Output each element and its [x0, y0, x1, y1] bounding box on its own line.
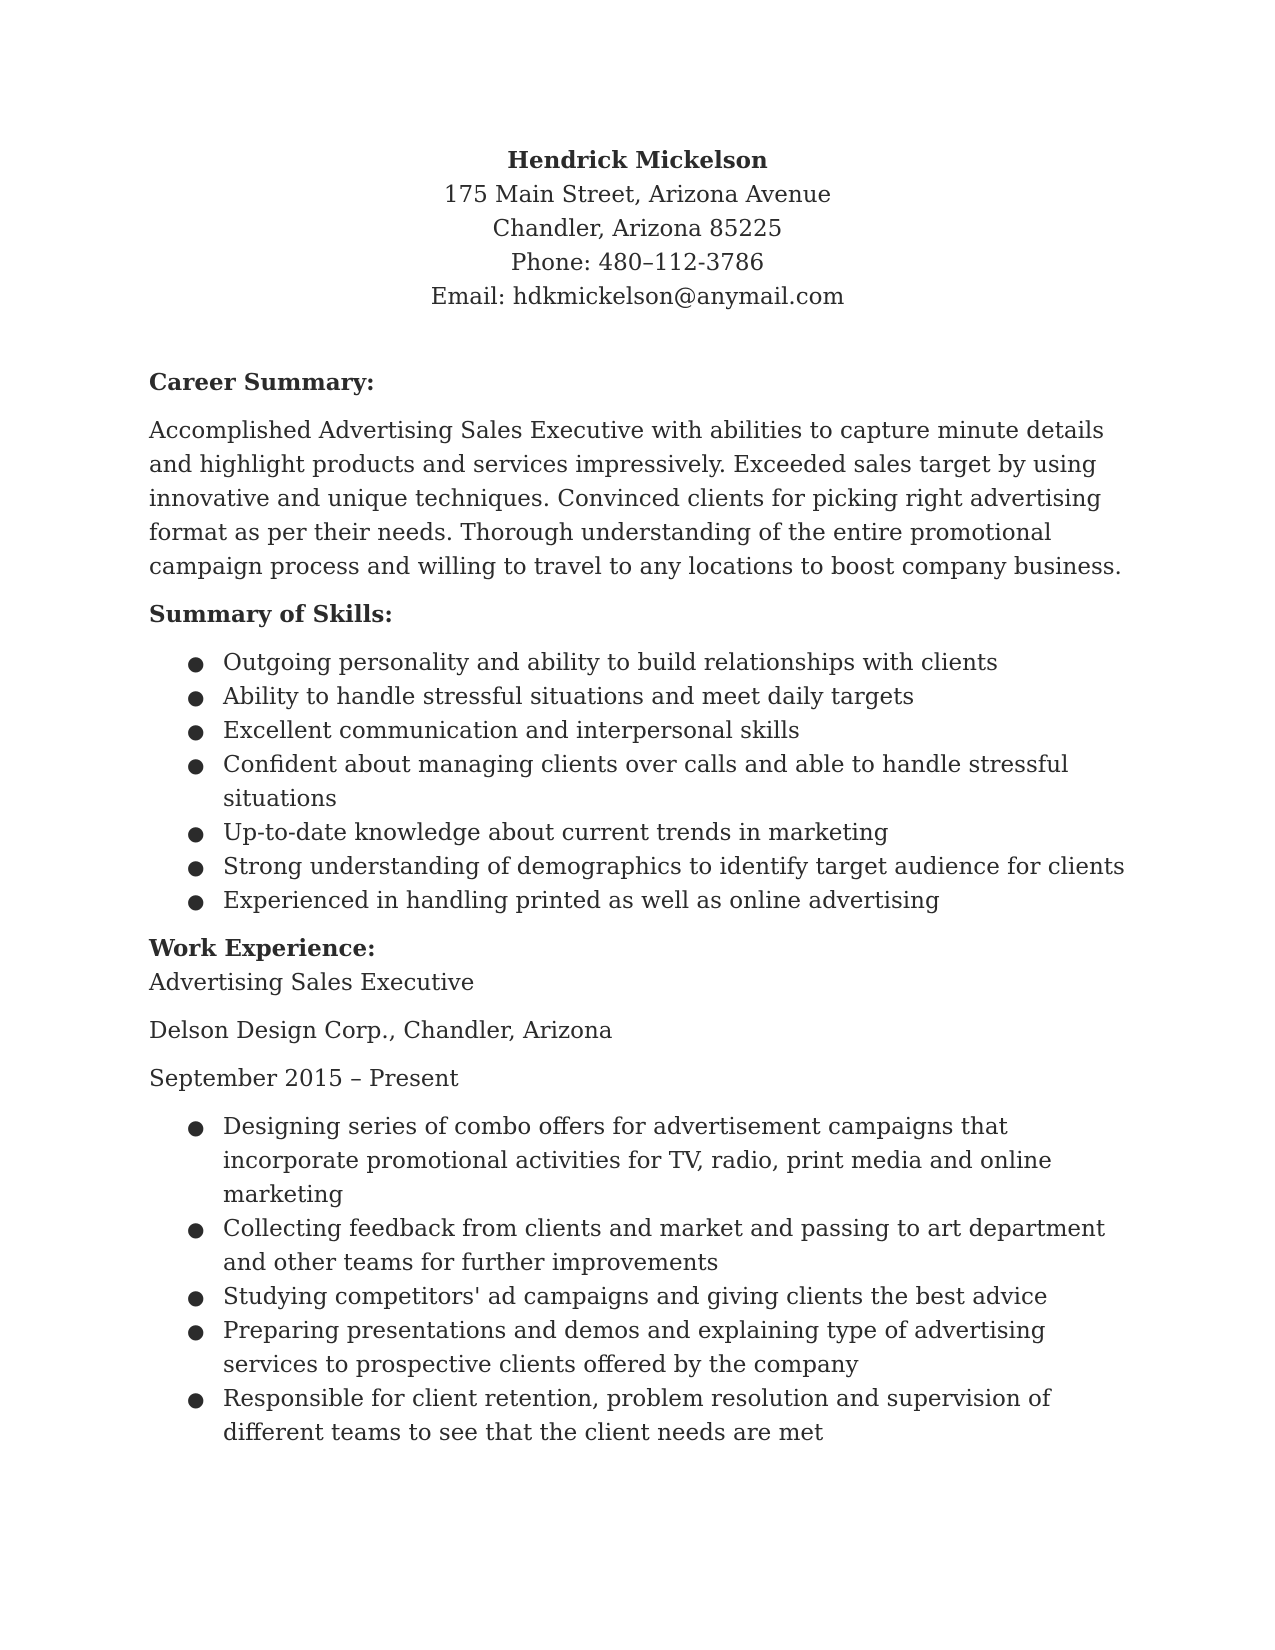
- list-item: ● Collecting feedback from clients and market and passing to art department and other teams for further improvements: [149, 1212, 1134, 1280]
- list-item: ● Responsible for client retention, problem resolution and supervision of different teams to see that the client needs are met: [149, 1382, 1134, 1450]
- bullet-icon: ●: [187, 1285, 205, 1309]
- list-item: ● Outgoing personality and ability to build relationships with clients: [149, 646, 1134, 680]
- contact-email: Email: hdkmickelson@anymail.com: [430, 284, 845, 310]
- contact-header: [0, 144, 1275, 314]
- job-company: Delson Design Corp., Chandler, Arizona: [149, 1018, 613, 1044]
- job-dates: September 2015 – Present: [149, 1066, 459, 1092]
- work-duties-list: [149, 1110, 1134, 1450]
- list-item: ● Up-to-date knowledge about current trends in marketing: [149, 816, 1134, 850]
- list-item: ● Confident about managing clients over calls and able to handle stressful situations: [149, 748, 1134, 816]
- contact-address-line1: 175 Main Street, Arizona Avenue: [443, 182, 832, 208]
- bullet-icon: ●: [187, 821, 205, 845]
- career-summary-heading: Career Summary:: [149, 369, 375, 396]
- list-item: ● Experienced in handling printed as well as online advertising: [149, 884, 1134, 918]
- bullet-icon: ●: [187, 1217, 205, 1241]
- bullet-icon: ●: [187, 1115, 205, 1139]
- bullet-icon: ●: [187, 753, 205, 777]
- bullet-icon: ●: [187, 685, 205, 709]
- list-item: ● Ability to handle stressful situations and meet daily targets: [149, 680, 1134, 714]
- skills-heading: Summary of Skills:: [149, 601, 393, 628]
- bullet-icon: ●: [187, 719, 205, 743]
- work-experience-heading: Work Experience:: [149, 935, 376, 962]
- contact-address-line2: Chandler, Arizona 85225: [492, 216, 783, 242]
- bullet-icon: ●: [187, 855, 205, 879]
- list-item: ● Designing series of combo offers for advertisement campaigns that incorporate promotional activities for TV, radio, print media and online marketing: [149, 1110, 1134, 1212]
- bullet-icon: ●: [187, 1319, 205, 1343]
- bullet-icon: ●: [187, 889, 205, 913]
- list-item: ● Preparing presentations and demos and explaining type of advertising services to prospective clients offered by the company: [149, 1314, 1134, 1382]
- job-title: Advertising Sales Executive: [149, 970, 475, 996]
- list-item: ● Studying competitors' ad campaigns and giving clients the best advice: [149, 1280, 1134, 1314]
- skills-list: [149, 646, 1134, 918]
- career-summary-text: Accomplished Advertising Sales Executive with abilities to capture minute details and highlight products and services impressively. Exceeded sales target by using innovative and unique techniques. Convinced clients for picking right advertising format as per their needs. Thorough understanding of the entire promotional campaign process and willing to travel to any locations to boost company business.: [149, 418, 1122, 580]
- bullet-icon: ●: [187, 1387, 205, 1411]
- contact-name: Hendrick Mickelson: [507, 147, 768, 174]
- contact-phone: Phone: 480–112-3786: [510, 250, 765, 276]
- resume-body: [149, 366, 1134, 1450]
- list-item: ● Strong understanding of demographics to identify target audience for clients: [149, 850, 1134, 884]
- bullet-icon: ●: [187, 651, 205, 675]
- list-item: ● Excellent communication and interpersonal skills: [149, 714, 1134, 748]
